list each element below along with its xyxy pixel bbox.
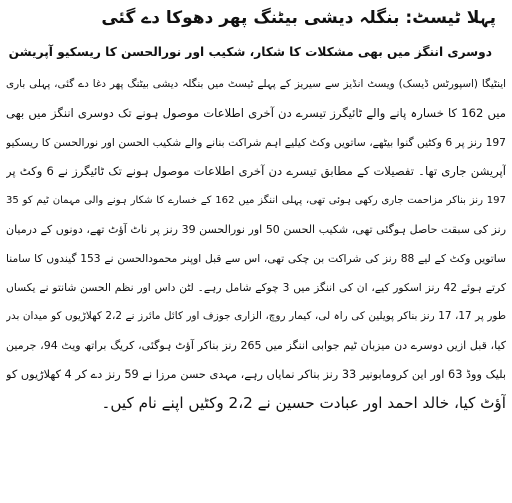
body-line: 197 رنز پر 6 وکٹیں گنوا بیٹھے، ساتویں وکٹ کیلیے اہم شراکت بنانے والے شکیب الحسن اور نورالحسن کا ریسکیو xyxy=(6,136,506,149)
article-headline: پہلا ٹیسٹ: بنگلہ دیشی بیٹنگ پھر دھوکا دے گئی xyxy=(101,8,496,28)
body-line: طور پر 17، 17 رنز بناکر پویلین کی راہ لی، کیمار روچ، الزاری جوزف اور کائل مائرز نے 2،2 کھلاڑیوں کو میدان بدر xyxy=(6,310,506,322)
article-body xyxy=(6,70,506,418)
body-line: اینٹیگا (اسپورٹس ڈیسک) ویسٹ انڈیز سے سیریز کے پہلے ٹیسٹ میں بنگلہ دیشی بیٹنگ پھر دغا دے گئی، پہلی باری xyxy=(6,78,506,90)
article-subheadline: دوسری اننگز میں بھی مشکلات کا شکار، شکیب اور نورالحسن کا ریسکیو آپریشن xyxy=(8,45,492,59)
body-line: کیا، قبل ازیں دوسرے دن میزبان ٹیم جوابی اننگز میں 265 رنز بناکر آؤٹ ہوگئی، کریگ براتھ ویٹ 94، جرمین xyxy=(6,339,506,352)
body-line: آؤٹ کیا، خالد احمد اور عبادت حسین نے 2،2 وکٹیں اپنے نام کیں۔ xyxy=(101,394,506,412)
body-line: رنز کی سبقت حاصل ہوگئی تھی، شکیب الحسن 50 اور نورالحسن 39 رنز پر ناٹ آؤٹ تھے، دونوں کے درمیان xyxy=(6,223,506,236)
body-line: 197 رنز بناکر مزاحمت جاری رکھی ہوئی تھی، پہلی اننگز میں 162 کے خسارے کا شکار ہونے والی مہمان ٹیم کو 35 xyxy=(6,195,506,206)
body-line: کرتے ہوئے 42 رنز اسکور کیے، ان کی اننگز میں 3 چوکے شامل رہے۔ لٹن داس اور نظم الحسن شانتو نے یکساں xyxy=(6,281,506,294)
body-line: میں 162 کا خسارہ پانے والے ٹائیگرز تیسرے دن آخری اطلاعات موصول ہونے تک دوسری اننگز میں بھی xyxy=(6,106,506,120)
body-line: ساتویں وکٹ کے لیے 88 رنز کی شراکت بن چکی تھی، اس سے قبل اوپنر محمودالحسن نے 153 گیندوں کا سامنا xyxy=(6,252,506,265)
news-article xyxy=(6,0,506,503)
body-line: آپریشن جاری تھا۔ تفصیلات کے مطابق تیسرے دن آخری اطلاعات موصول ہونے تک ٹائیگرز نے 6 وکٹ پر xyxy=(6,164,506,178)
body-line: بلیک ووڈ 63 اور این کرومابونیر 33 رنز بناکر نمایاں رہے، مہدی حسن مرزا نے 59 رنز دے کر 4 کھلاڑیوں کو xyxy=(6,368,506,381)
